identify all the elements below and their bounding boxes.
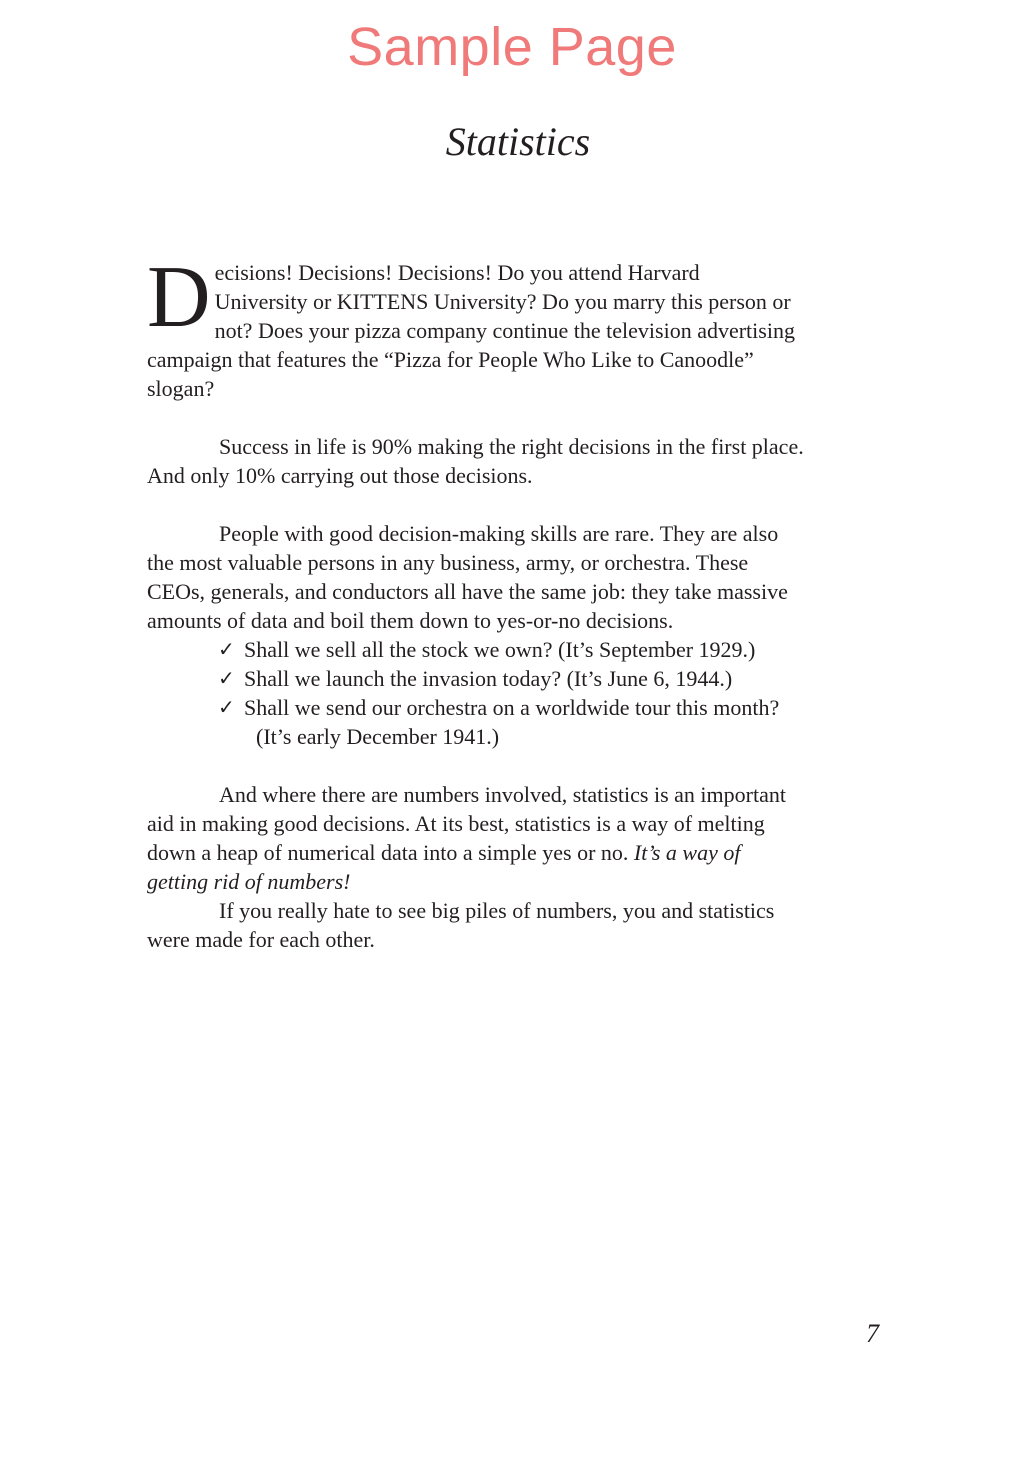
checklist-item bbox=[147, 635, 877, 664]
text-line: campaign that features the “Pizza for People Who Like to Canoodle” bbox=[147, 347, 754, 372]
text-line: were made for each other. bbox=[147, 927, 375, 952]
checklist-item bbox=[147, 693, 877, 751]
text-line: Success in life is 90% making the right decisions in the first place. bbox=[219, 434, 804, 459]
checkmark-icon: ✓ bbox=[218, 637, 235, 661]
text-line: And only 10% carrying out those decisions. bbox=[147, 463, 533, 488]
checklist-item-continuation: (It’s early December 1941.) bbox=[256, 724, 500, 749]
numbers-paragraph bbox=[147, 780, 877, 896]
closing-paragraph bbox=[147, 896, 877, 954]
checklist-item-text: Shall we send our orchestra on a worldwide tour this month? bbox=[244, 695, 780, 720]
sample-page-watermark: Sample Page bbox=[347, 17, 677, 77]
text-line: ecisions! Decisions! Decisions! Do you attend Harvard bbox=[214, 260, 700, 285]
text-line: And where there are numbers involved, statistics is an important bbox=[219, 782, 786, 807]
decision-makers-paragraph bbox=[147, 519, 877, 635]
decision-checklist bbox=[147, 635, 877, 751]
page-number: 7 bbox=[866, 1319, 879, 1348]
chapter-title: Statistics bbox=[445, 119, 591, 164]
body-text bbox=[147, 249, 877, 954]
checklist-item-text: Shall we launch the invasion today? (It’s June 6, 1944.) bbox=[244, 666, 733, 691]
drop-cap: D bbox=[147, 249, 211, 346]
text-line: amounts of data and boil them down to yes-or-no decisions. bbox=[147, 608, 674, 633]
emphasis-text: getting rid of numbers! bbox=[147, 869, 351, 894]
success-paragraph bbox=[147, 432, 877, 490]
checkmark-icon: ✓ bbox=[218, 695, 235, 719]
intro-paragraph bbox=[147, 249, 877, 403]
text-line: People with good decision-making skills are rare. They are also bbox=[219, 521, 779, 546]
emphasis-text: It’s a way of bbox=[633, 840, 741, 865]
checklist-item-text: Shall we sell all the stock we own? (It’s September 1929.) bbox=[244, 637, 756, 662]
text-line: the most valuable persons in any business, army, or orchestra. These bbox=[147, 550, 749, 575]
text-line: slogan? bbox=[147, 376, 215, 401]
checkmark-icon: ✓ bbox=[218, 666, 235, 690]
text-line: not? Does your pizza company continue the television advertising bbox=[214, 318, 795, 343]
text-line: aid in making good decisions. At its best, statistics is a way of melting bbox=[147, 811, 765, 836]
text-line: down a heap of numerical data into a simple yes or no. bbox=[147, 840, 634, 865]
checklist-item-wrap bbox=[244, 693, 877, 751]
text-line: If you really hate to see big piles of numbers, you and statistics bbox=[219, 898, 775, 923]
text-line: University or KITTENS University? Do you marry this person or bbox=[214, 289, 791, 314]
checklist-item bbox=[147, 664, 877, 693]
text-line: CEOs, generals, and conductors all have the same job: they take massive bbox=[147, 579, 788, 604]
